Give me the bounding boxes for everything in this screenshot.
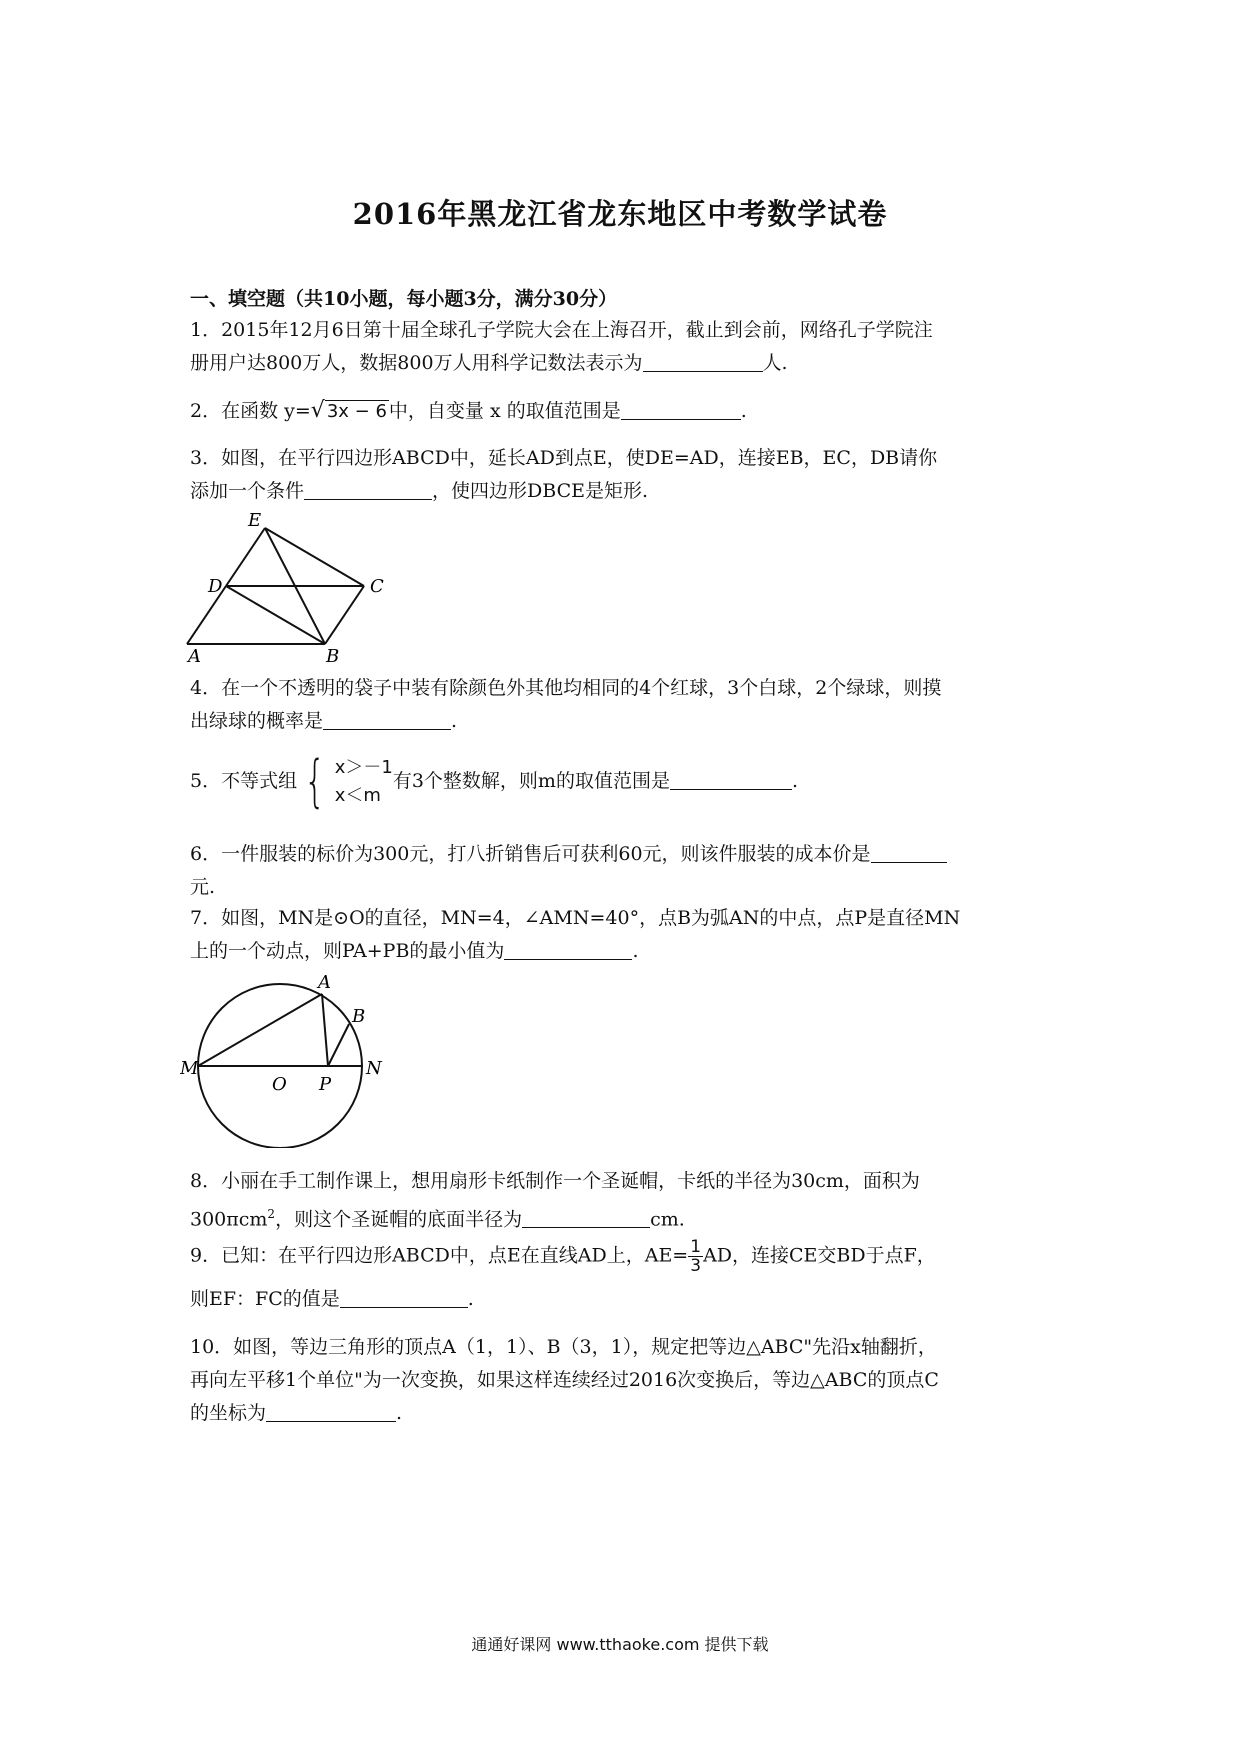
question-7 — [190, 902, 1070, 968]
question-9 — [190, 1238, 1070, 1316]
q2-answer-blank[interactable] — [621, 399, 741, 420]
q9-tail: . — [467, 1288, 474, 1310]
q3-line2 — [190, 475, 1070, 508]
question-5 — [190, 749, 1070, 814]
q9-line2 — [190, 1283, 1070, 1316]
edge-ED — [226, 528, 265, 586]
fraction-one-third — [688, 1238, 703, 1275]
q3-line1: 3．如图，在平行四边形ABCD中，延长AD到点E，使DE=AD，连接EB，EC，DB请你 — [190, 447, 938, 469]
q9-text-2: AD，连接CE交BD于点F， — [703, 1244, 936, 1267]
q6-text: 6．一件服装的标价为300元，打八折销售后可获利60元，则该件服装的成本价是 — [190, 843, 871, 865]
q10-line1: 10．如图，等边三角形的顶点A（1，1）、B（3，1），规定把等边△ABC"先沿x轴翻折， — [190, 1336, 937, 1358]
q2-text: 2．在函数 y= — [190, 400, 311, 422]
radicand: 3x − 6 — [326, 401, 387, 422]
q5-answer-blank[interactable] — [670, 769, 792, 790]
q1-line2 — [190, 347, 1070, 380]
q8-text-2: ，则这个圣诞帽的底面半径为 — [275, 1208, 523, 1231]
q4-answer-blank[interactable] — [323, 709, 451, 730]
q6-line1 — [190, 838, 1070, 871]
question-8 — [190, 1165, 1070, 1236]
q8-line1: 8．小丽在手工制作课上，想用扇形卡纸制作一个圣诞帽，卡纸的半径为30cm，面积为 — [190, 1170, 920, 1192]
fraction-denominator: 3 — [690, 1256, 702, 1276]
q3-answer-blank[interactable] — [304, 479, 432, 500]
segment-MA — [198, 994, 322, 1066]
q2-text-2: 中，自变量 x 的取值范围是 — [388, 400, 621, 422]
brace-icon: { — [304, 749, 326, 814]
q4-text: 出绿球的概率是 — [190, 710, 324, 732]
q1-text: 册用户达800万人，数据800万人用科学记数法表示为 — [190, 352, 643, 374]
section-heading: 一、填空题（共10小题，每小题3分，满分30分） — [190, 288, 618, 310]
q4-line2 — [190, 705, 1070, 738]
label-N: N — [366, 1058, 382, 1079]
q10-line3 — [190, 1397, 1070, 1430]
label-M: M — [180, 1058, 199, 1079]
page-title: 2016年黑龙江省龙东地区中考数学试卷 — [352, 197, 888, 231]
q4-line1: 4．在一个不透明的袋子中装有除颜色外其他均相同的4个红球，3个白球，2个绿球，则摸 — [190, 677, 942, 699]
q10-text: 的坐标为 — [190, 1402, 267, 1424]
segment-PB — [328, 1024, 349, 1066]
q6-line2: 元. — [190, 876, 216, 898]
q9-answer-blank[interactable] — [340, 1287, 468, 1308]
q7-answer-blank[interactable] — [504, 939, 632, 960]
question-10 — [190, 1331, 1070, 1430]
q7-line1: 7．如图，MN是⊙O的直径，MN=4，∠AMN=40°，点B为弧AN的中点，点P是直径MN — [190, 907, 961, 929]
q4-tail: . — [451, 710, 458, 732]
q10-line2: 再向左平移1个单位"为一次变换，如果这样连续经过2016次变换后，等边△ABC的顶点C — [190, 1369, 939, 1391]
q8-superscript: 2 — [267, 1207, 276, 1221]
label-A: A — [188, 646, 201, 667]
q9-text-3: 则EF：FC的值是 — [190, 1288, 340, 1310]
q8-tail: cm. — [650, 1208, 685, 1231]
fraction-numerator: 1 — [690, 1237, 702, 1257]
edge-BC — [325, 586, 364, 644]
q8-text: 300πcm — [190, 1208, 268, 1231]
question-2 — [190, 394, 1070, 428]
label-B: B — [326, 646, 340, 667]
inequality-1: x＞－1 — [334, 757, 393, 778]
label-O: O — [272, 1074, 287, 1095]
q1-line1: 1．2015年12月6日第十届全球孔子学院大会在上海召开，截止到会前，网络孔子学院注 — [190, 319, 933, 341]
label-A: A — [318, 972, 331, 993]
q6-answer-blank[interactable] — [871, 842, 947, 863]
q1-answer-blank[interactable] — [643, 351, 763, 372]
label-B: B — [352, 1006, 366, 1027]
label-E: E — [248, 510, 262, 531]
q7-tail: . — [632, 940, 639, 962]
label-P: P — [319, 1074, 332, 1095]
sqrt-expression — [311, 394, 389, 428]
footer-credit: 通通好课网 www.tthaoke.com 提供下载 — [471, 1635, 769, 1654]
q2-tail: . — [740, 400, 747, 422]
q9-line1 — [190, 1238, 1070, 1275]
question-6 — [190, 838, 1070, 904]
q10-tail: . — [396, 1402, 403, 1424]
question-4 — [190, 672, 1070, 738]
parallelogram-figure — [180, 508, 400, 668]
question-1 — [190, 314, 1070, 380]
q1-tail: 人. — [762, 352, 788, 374]
label-D: D — [208, 576, 223, 597]
q3-text: 添加一个条件 — [190, 480, 305, 502]
segment-AP — [322, 994, 328, 1066]
circle-figure — [180, 968, 400, 1148]
q8-answer-blank[interactable] — [522, 1207, 650, 1228]
q5-text: 5．不等式组 — [190, 770, 298, 792]
q5-text-2: 有3个整数解，则m的取值范围是 — [392, 770, 670, 792]
inequality-system — [297, 749, 393, 814]
q9-text: 9．已知：在平行四边形ABCD中，点E在直线AD上，AE= — [190, 1244, 689, 1267]
q7-text: 上的一个动点，则PA+PB的最小值为 — [190, 940, 505, 962]
inequality-2: x＜m — [334, 785, 381, 806]
q10-answer-blank[interactable] — [266, 1401, 396, 1422]
question-3 — [190, 442, 1070, 508]
q3-tail: ，使四边形DBCE是矩形. — [432, 480, 649, 502]
q5-tail: . — [791, 770, 798, 792]
sqrt-sign-icon: √ — [310, 398, 325, 423]
q8-line2 — [190, 1198, 1070, 1236]
q7-line2 — [190, 935, 1070, 968]
label-C: C — [370, 576, 384, 597]
